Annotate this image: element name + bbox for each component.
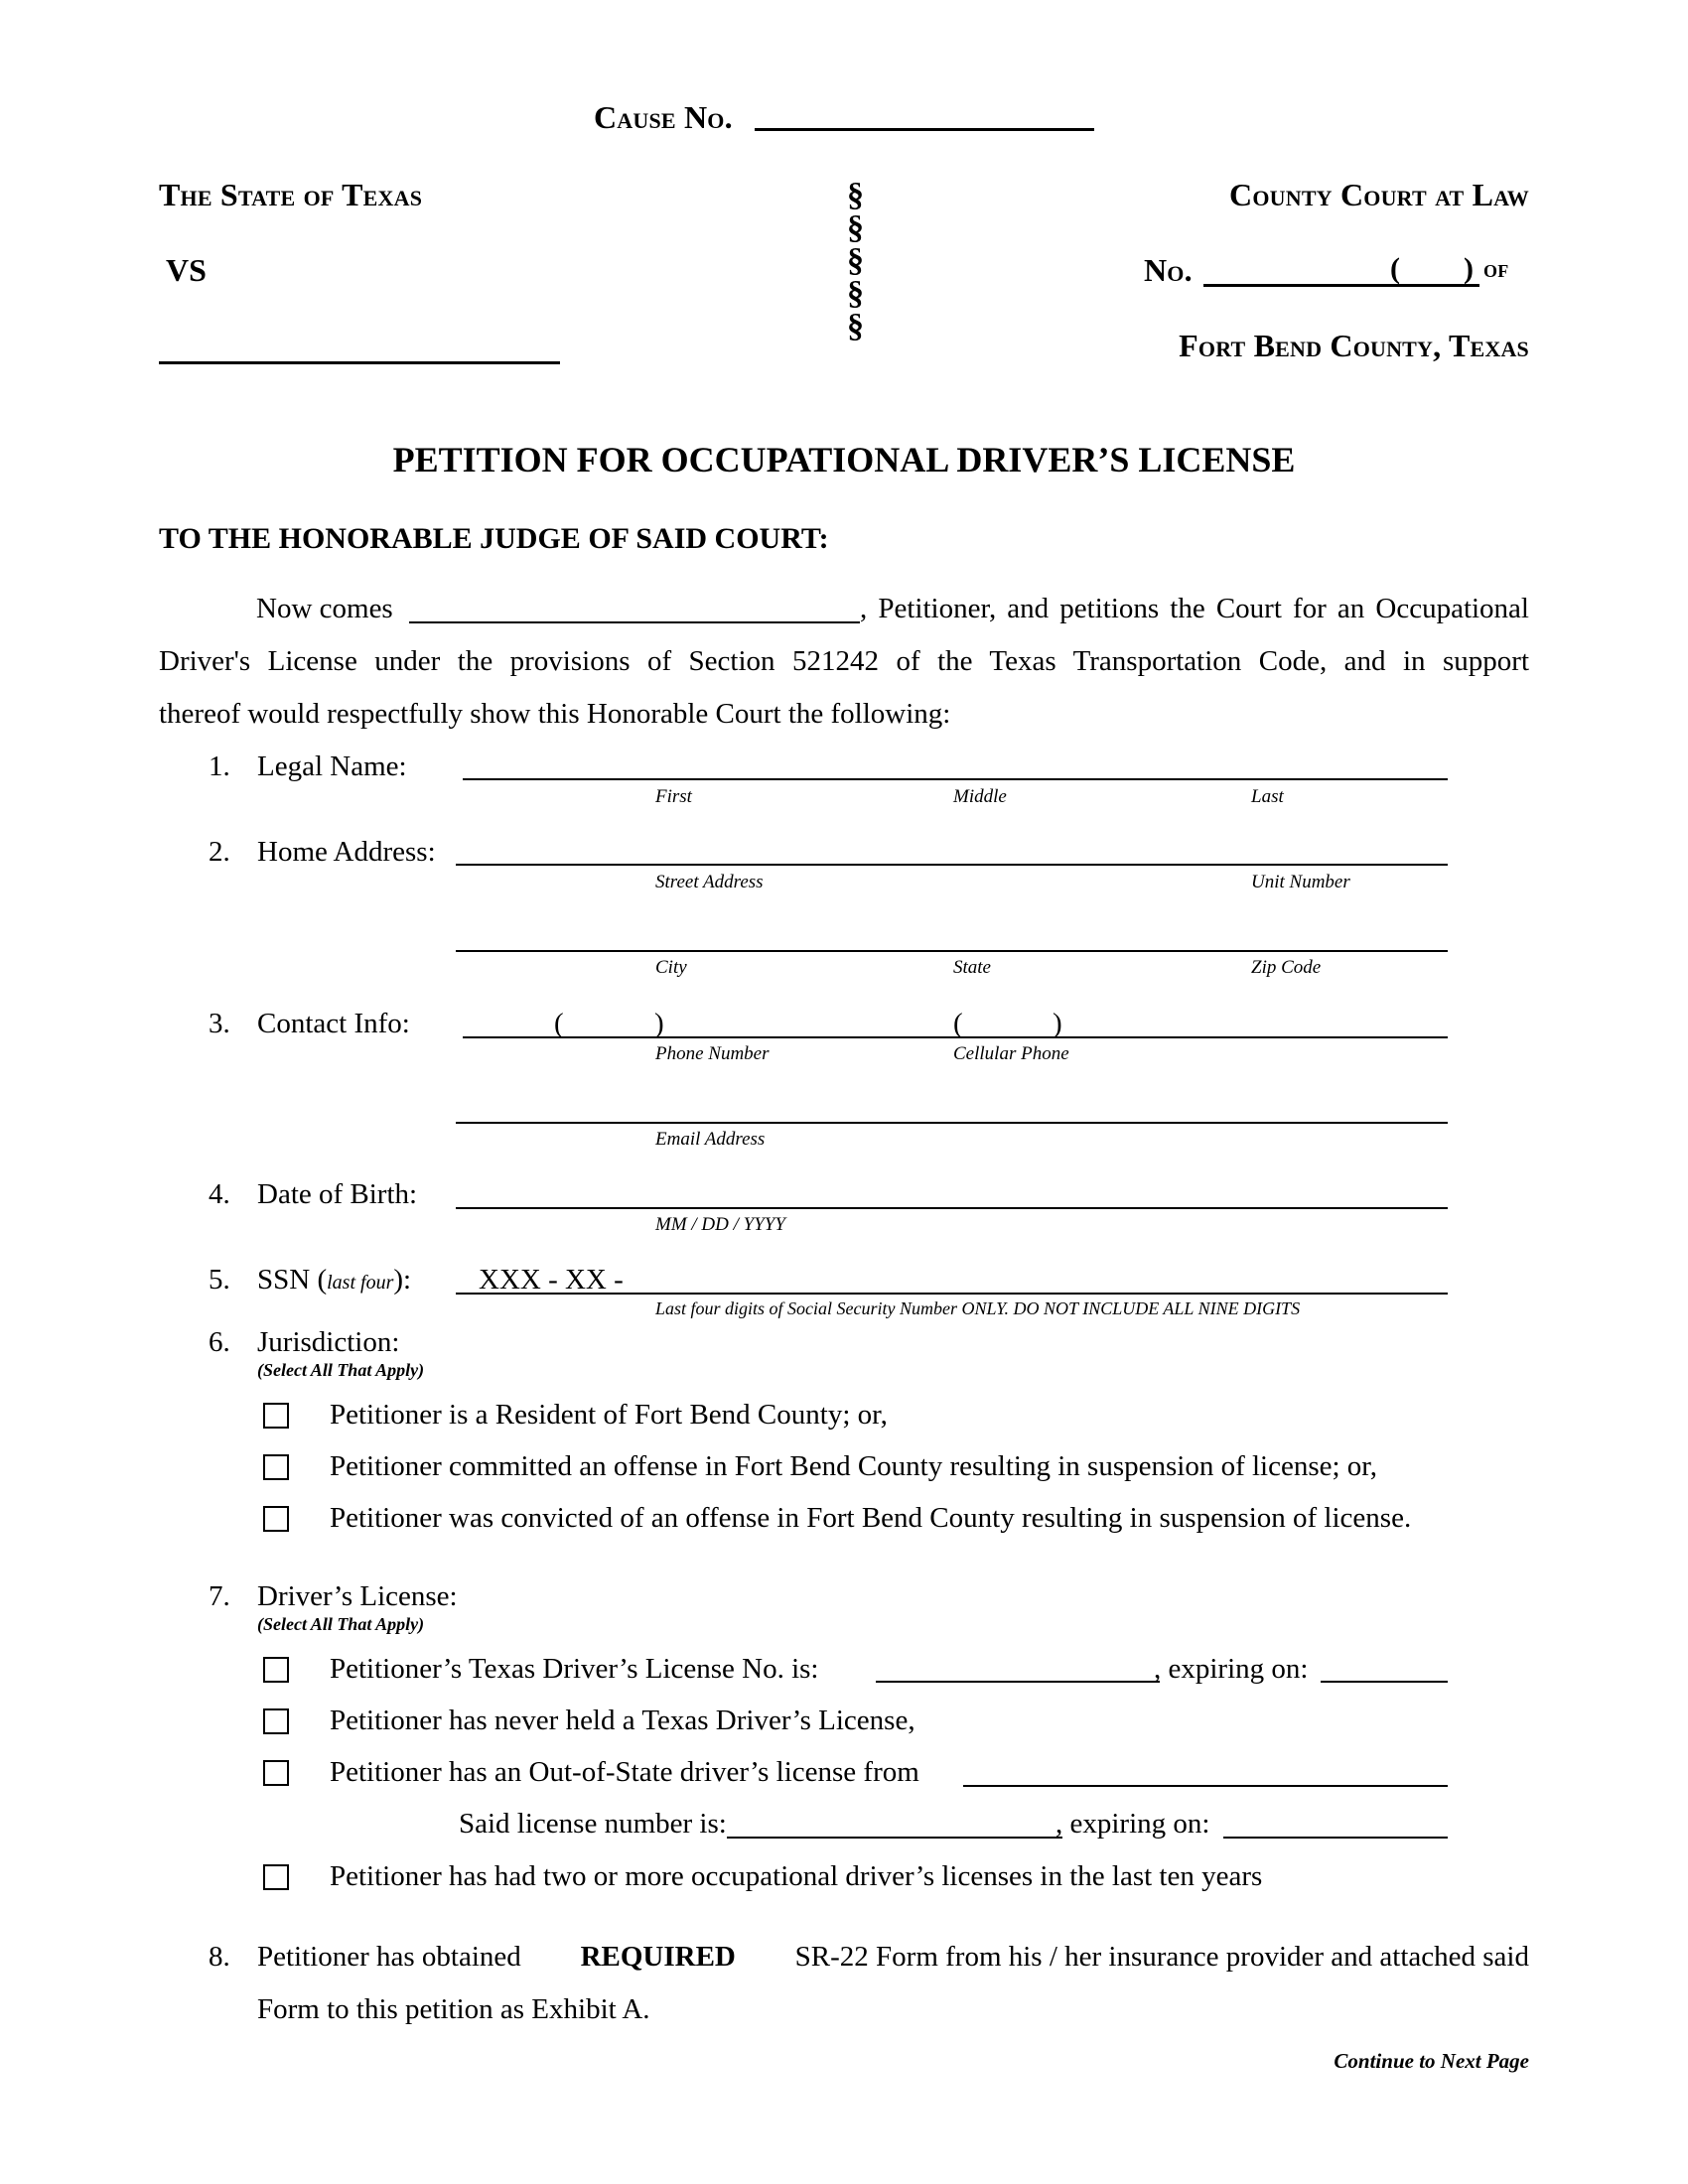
section-symbol: § (847, 275, 864, 312)
street-address-field[interactable] (456, 864, 1448, 866)
intro-line3: thereof would respectfully show this Honorable Court the following: (159, 698, 951, 730)
dob-label: Date of Birth: (257, 1178, 418, 1210)
item-number: 7. (209, 1580, 230, 1612)
ssn-hint: Last four digits of Social Security Number ONLY. DO NOT INCLUDE ALL NINE DIGITS (655, 1298, 1301, 1318)
court-no-field[interactable] (1203, 284, 1479, 287)
cause-no-field[interactable] (755, 128, 1094, 131)
contact-info-label: Contact Info: (257, 1008, 410, 1039)
cell-paren-open: ( (953, 1008, 963, 1039)
hint-street-address: Street Address (655, 872, 764, 892)
court-no-paren-open: ( (1390, 252, 1400, 285)
ssn-label: SSN (last four): (257, 1264, 412, 1296)
item-number: 3. (209, 1008, 230, 1039)
item-number: 6. (209, 1326, 230, 1358)
section-symbol: § (847, 242, 864, 279)
drivers-license-label: Driver’s License: (257, 1580, 458, 1612)
license-option-texas: Petitioner’s Texas Driver’s License No. is: (330, 1653, 819, 1685)
hint-unit-number: Unit Number (1251, 872, 1350, 892)
section-symbol: § (847, 177, 864, 213)
phone-paren-close: ) (654, 1008, 664, 1039)
county-label: Fort Bend County, Texas (1179, 328, 1529, 363)
sr22-line2: Form to this petition as Exhibit A. (257, 1993, 650, 2025)
court-label: County Court at Law (1229, 177, 1529, 212)
hint-email-address: Email Address (655, 1129, 766, 1150)
license-option-two-or-more: Petitioner has had two or more occupational driver’s licenses in the last ten years (330, 1860, 1263, 1892)
intro-now-comes: Now comes (256, 593, 393, 624)
item-number: 1. (209, 751, 230, 782)
jurisdiction-label: Jurisdiction: (257, 1326, 400, 1358)
out-of-state-expiring-label: , expiring on: (1055, 1808, 1210, 1840)
item-number: 8. (209, 1941, 230, 1973)
license-checkbox-two-or-more[interactable] (263, 1864, 289, 1890)
page-title: PETITION FOR OCCUPATIONAL DRIVER’S LICENSE (392, 440, 1296, 479)
cell-paren-close: ) (1053, 1008, 1062, 1039)
license-checkbox-out-of-state[interactable] (263, 1760, 289, 1786)
hint-cellular-phone: Cellular Phone (953, 1043, 1069, 1064)
item-number: 5. (209, 1264, 230, 1296)
item-number: 2. (209, 836, 230, 868)
city-state-zip-field[interactable] (456, 950, 1448, 952)
jurisdiction-option-convicted: Petitioner was convicted of an offense in Fort Bend County resulting in suspension of license. (330, 1502, 1412, 1534)
out-of-state-number-label: Said license number is: (459, 1808, 727, 1840)
out-of-state-expiry-field[interactable] (1223, 1837, 1448, 1839)
jurisdiction-select-note: (Select All That Apply) (257, 1360, 425, 1380)
legal-name-field[interactable] (463, 778, 1448, 780)
respondent-field[interactable] (159, 361, 560, 364)
intro-line1-rest: , Petitioner, and petitions the Court for an Occupational (860, 593, 1529, 624)
court-no-paren-close: ) (1464, 252, 1474, 285)
license-checkbox-never-held[interactable] (263, 1708, 289, 1734)
phone-paren-open: ( (554, 1008, 564, 1039)
jurisdiction-checkbox-offense[interactable] (263, 1454, 289, 1480)
cause-no-label: Cause No. (594, 99, 733, 135)
section-symbol: § (847, 209, 864, 246)
continue-note: Continue to Next Page (1334, 2049, 1529, 2073)
state-label: The State of Texas (159, 177, 423, 212)
legal-name-label: Legal Name: (257, 751, 407, 782)
intro-line2: Driver's License under the provisions of Section 521242 of the Texas Transportation Code, and in support (159, 645, 1529, 677)
no-label: No. (1144, 252, 1193, 288)
license-option-never-held: Petitioner has never held a Texas Driver’s License, (330, 1705, 915, 1736)
license-select-note: (Select All That Apply) (257, 1614, 425, 1634)
out-of-state-from-field[interactable] (963, 1785, 1448, 1787)
hint-middle: Middle (953, 786, 1007, 807)
item-number: 4. (209, 1178, 230, 1210)
hint-state: State (953, 957, 991, 978)
home-address-label: Home Address: (257, 836, 436, 868)
jurisdiction-checkbox-convicted[interactable] (263, 1506, 289, 1532)
jurisdiction-option-offense: Petitioner committed an offense in Fort Bend County resulting in suspension of license; or, (330, 1450, 1378, 1482)
jurisdiction-option-resident: Petitioner is a Resident of Fort Bend County; or, (330, 1399, 888, 1431)
hint-phone-number: Phone Number (655, 1043, 770, 1064)
ssn-prefill: XXX - XX - (479, 1264, 624, 1296)
dob-field[interactable] (456, 1207, 1448, 1209)
hint-first: First (655, 786, 692, 807)
hint-zip-code: Zip Code (1251, 957, 1322, 978)
hint-city: City (655, 957, 687, 978)
out-of-state-number-field[interactable] (727, 1837, 1062, 1839)
section-symbol: § (847, 308, 864, 344)
hint-dob-format: MM / DD / YYYY (655, 1214, 785, 1235)
license-checkbox-texas[interactable] (263, 1657, 289, 1683)
texas-license-expiring-label: , expiring on: (1154, 1653, 1309, 1685)
petitioner-name-field[interactable] (409, 621, 860, 623)
hint-last: Last (1251, 786, 1284, 807)
salutation: TO THE HONORABLE JUDGE OF SAID COURT: (159, 522, 829, 555)
jurisdiction-checkbox-resident[interactable] (263, 1403, 289, 1429)
no-of-label: of (1483, 254, 1509, 283)
texas-license-expiry-field[interactable] (1321, 1681, 1448, 1683)
email-field[interactable] (456, 1122, 1448, 1124)
sr22-line1: Petitioner has obtained REQUIRED SR-22 Form from his / her insurance provider and attached said (257, 1941, 1529, 1973)
license-option-out-of-state: Petitioner has an Out-of-State driver’s license from (330, 1756, 919, 1788)
vs-label: VS (166, 252, 207, 288)
texas-license-number-field[interactable] (876, 1681, 1160, 1683)
